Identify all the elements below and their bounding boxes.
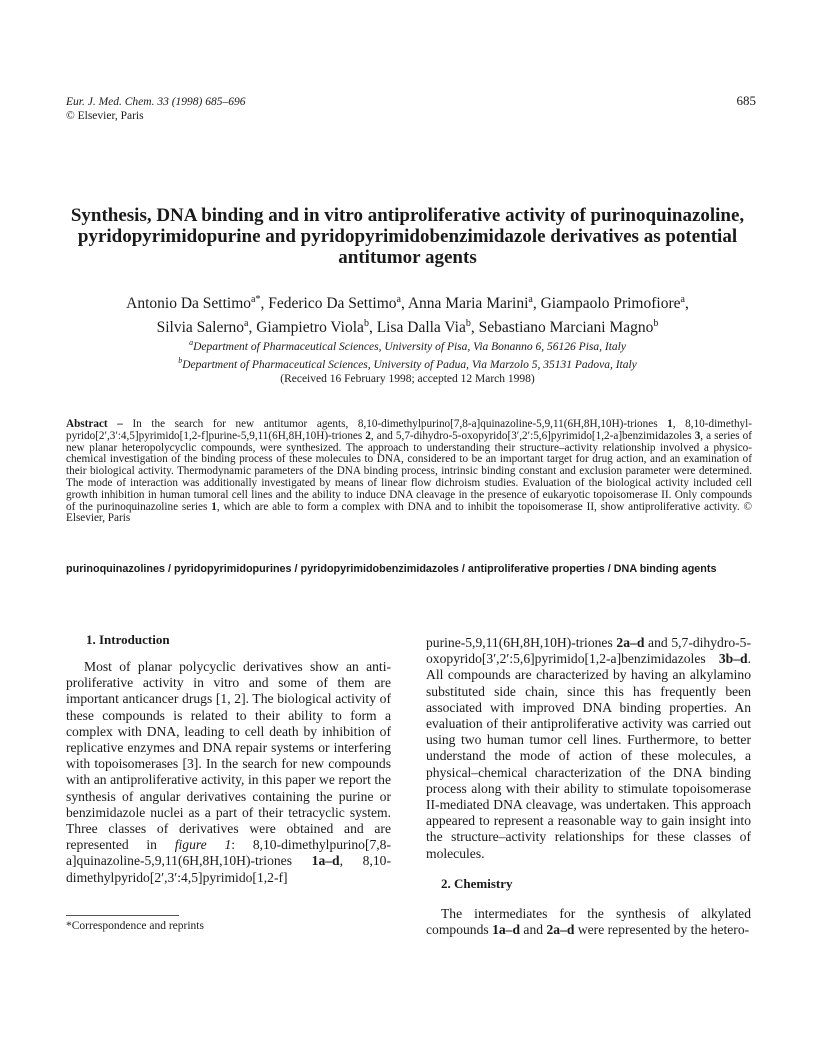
affil-mark: a (189, 338, 194, 347)
abstract-text: , and 5,7-dihydro-5-oxopyrido[3′,2′:5,6]pyrimido[1,2-a]benzimidazoles (370, 429, 695, 442)
author-affil-mark: a (680, 294, 685, 305)
body-text: : 8,10-dimethylpurino[7,8-a]quinazoline-5,9,11(6H,8H,10H)-triones (66, 837, 391, 869)
body-text: The intermediates for the synthesis of alkylated compounds (426, 906, 751, 938)
compound-ref: 3b–d (718, 651, 748, 667)
body-text: and 5,7-dihydro-5-oxopyrido[3′,2′:5,6]pyrimido[1,2-a]benzimidazoles (426, 635, 751, 667)
body-text: and (520, 922, 547, 938)
author-name: Lisa Dalla Via (376, 319, 466, 337)
author-name: Anna Maria Marini (407, 295, 529, 313)
compound-ref: 1a–d (492, 922, 521, 938)
chemistry-paragraph (426, 906, 751, 938)
affiliations (60, 336, 755, 372)
author-name: Federico Da Settimo (268, 295, 397, 313)
section-heading-chemistry: 2. Chemistry (441, 876, 513, 891)
author-name: Antonio Da Settimo (126, 295, 252, 313)
body-text: purine-5,9,11(6H,8H,10H)-triones (426, 635, 617, 650)
body-text: were represented by the hetero- (574, 922, 750, 938)
compound-ref: 3 (694, 429, 701, 442)
figure-reference[interactable]: figure 1 (174, 837, 232, 853)
received-dates: (Received 16 February 1998; accepted 12 March 1998) (280, 373, 535, 385)
author-line-2: Silvia Salerno$^a$, Giampietro Viola$^b$, Lisa Dalla Via$^b$, Sebastiano Marciani Magno$^b$ (156, 318, 659, 337)
journal-citation: Eur. J. Med. Chem. 33 (1998) 685–696 (66, 96, 246, 108)
abstract (66, 419, 752, 525)
affil-text: Department of Pharmaceutical Sciences, University of Padua, Via Marzolo 5, 35131 Padova, Italy (182, 358, 637, 371)
paper-title: Synthesis, DNA binding and in vitro antiproliferative activity of purinoquinazoline, pyridopyrimidopurine and pyridopyrimidobenzimidazole derivatives as potential antitumor agents (70, 205, 745, 268)
introduction-paragraph (66, 659, 391, 886)
section-heading-introduction: 1. Introduction (86, 632, 170, 647)
author-affil-mark: a (528, 294, 533, 305)
abstract-text: , 8,10-dimethyl-pyrido[2′,3′:4,5]pyrimido[1,2-f]purine-5,9,11(6H,8H,10H)-triones (66, 418, 752, 442)
author-affil-mark: b (363, 318, 369, 330)
copyright-line: © Elsevier, Paris (66, 110, 144, 122)
compound-ref: 1a–d (311, 853, 340, 869)
body-text: Most of planar polycyclic derivatives show an anti-proliferative activity in vitro and some of them are important anticancer drugs [1, 2]. The biological activity of these compounds is related to their ability to form a complex with DNA, leading to cell death by inhibition of replicative enzymes and DNA repair systems or interfering with topoisomerases [3]. In the search for new compounds with an antiproliferative activity, in this paper we report the synthesis of angular derivatives containing the purine or benzimidazole nuclei as a part of their tetracyclic system. Three classes of derivatives were obtained and are represented in (66, 659, 391, 853)
affil-mark: b (178, 355, 183, 365)
author-affil-mark: b (465, 318, 471, 330)
body-text: . All compounds are characterized by having an alkylamino substituted side chain, since this has frequently been associated with improved DNA binding properties. An evaluation of their antiproliferative activity was carried out using two human tumor cell lines. Furthermore, to better understand the mode of action of these molecules, a physical–chemical characterization of the DNA binding process along with their ability to stimulate topoisomerase II-mediated DNA cleavage, was undertaken. This approach appeared to represent a reasonable way to gain insight into the structure–activity relationships for these classes of molecules. (426, 651, 751, 861)
compound-ref: 1 (211, 500, 217, 513)
author-name: Silvia Salerno (156, 319, 245, 337)
author-affil-mark: a* (251, 294, 261, 305)
author-affil-mark: a (396, 294, 401, 305)
body-text: , 8,10-dimethylpyrido[2′,3′:4,5]pyrimido[1,2-f] (66, 853, 391, 885)
abstract-text: In the search for new antitumor agents, 8,10-dimethylpurino[7,8-a]quinazoline-5,9,11(6H,8H,10H)-triones (122, 418, 668, 430)
author-name: Giampietro Viola (256, 319, 364, 337)
affiliation-a (60, 336, 755, 354)
page-number: 685 (736, 93, 756, 108)
footnote: *Correspondence and reprints (66, 920, 204, 932)
abstract-text: , a series of new planar heteropolycyclic compounds, were synthesized. The approach to understanding their structure–activity relationship involved a physico-chemical investigation of the binding process of these molecules to DNA, considered to be an important target for drug action, and an examination of their biological activity. Thermodynamic parameters of the DNA binding process, intrinsic binding constant and exclusion parameter were determined. The mode of interaction was additionally investigated by means of linear flow dichroism studies. Evaluation of the biological activity included cell growth inhibition in human tumoral cell lines and the ability to induce DNA cleavage in the presence of eukaryotic topoisomerase II. Only compounds of the purinoquinazoline series (66, 429, 752, 513)
compound-ref: 1 (667, 418, 673, 430)
compound-ref: 2a–d (546, 922, 575, 938)
author-name: Sebastiano Marciani Magno (478, 319, 654, 337)
author-affil-mark: a (244, 318, 249, 330)
affil-text: Department of Pharmaceutical Sciences, University of Pisa, Via Bonanno 6, 56126 Pisa, Italy (193, 340, 626, 353)
author-line-1: Antonio Da Settimo$^{a*}$, Federico Da Settimo$^a$, Anna Maria Marini$^a$, Giampaolo Primofiore$^a$, (126, 294, 689, 313)
abstract-label: Abstract – (66, 418, 123, 430)
abstract-text: , which are able to form a complex with DNA and to inhibit the topoisomerase II, show antiproliferative activity. © Elsevier, Paris (66, 500, 753, 525)
footnote-rule (66, 915, 179, 916)
compound-ref: 2 (365, 429, 371, 442)
keywords: purinoquinazolines / pyridopyrimidopurines / pyridopyrimidobenzimidazoles / antiproliferative properties / DNA binding agents (66, 563, 717, 575)
author-name: Giampaolo Primofiore (540, 295, 681, 313)
author-affil-mark: b (653, 318, 659, 330)
affiliation-b (60, 354, 755, 372)
introduction-continued (426, 635, 751, 862)
compound-ref: 2a–d (616, 635, 645, 650)
author-list (60, 290, 755, 338)
